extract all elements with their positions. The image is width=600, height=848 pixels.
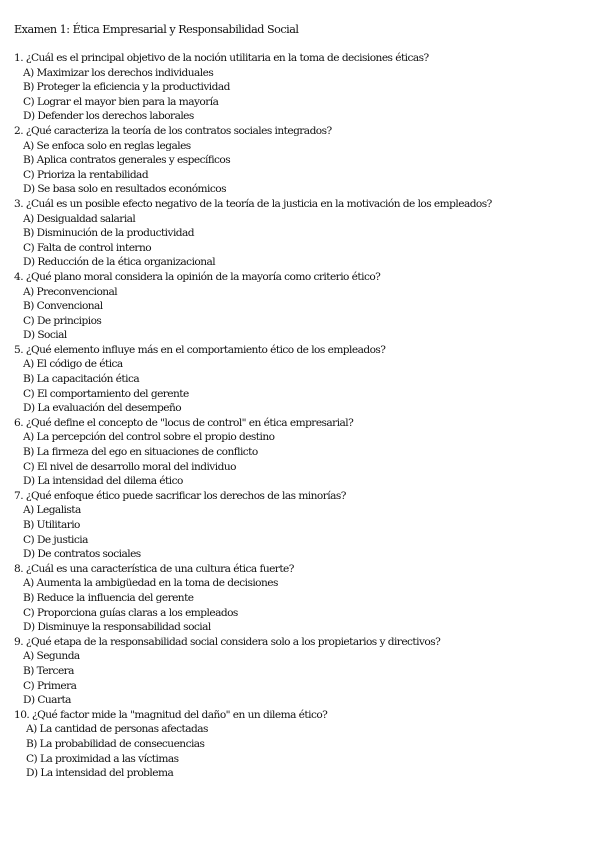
option-a: A) El código de ética: [23, 358, 123, 371]
option-d: D) Disminuye la responsabilidad social: [23, 621, 211, 634]
question-1: [14, 51, 586, 124]
options-list: [14, 722, 586, 780]
question-text: 9. ¿Qué etapa de la responsabilidad social considera solo a los propietarios y directivos?: [14, 635, 441, 648]
question-text: 5. ¿Qué elemento influye más en el comportamiento ético de los empleados?: [14, 343, 386, 356]
option-a: A) Se enfoca solo en reglas legales: [23, 139, 191, 152]
options-list: [14, 503, 586, 561]
option-a: A) Aumenta la ambigüedad en la toma de decisiones: [23, 577, 278, 590]
question-text: 1. ¿Cuál es el principal objetivo de la noción utilitaria en la toma de decisiones éticas?: [14, 52, 429, 64]
option-d: D) La intensidad del problema: [26, 767, 174, 780]
question-text: 8. ¿Cuál es una característica de una cultura ética fuerte?: [14, 562, 294, 575]
option-c: C) El nivel de desarrollo moral del individuo: [23, 460, 236, 473]
option-d: D) Defender los derechos laborales: [23, 110, 194, 123]
option-a: A) La cantidad de personas afectadas: [26, 723, 208, 736]
option-c: C) De justicia: [23, 533, 88, 546]
option-a: A) La percepción del control sobre el propio destino: [23, 431, 275, 444]
exam-document: [14, 22, 586, 781]
option-a: A) Preconvencional: [23, 285, 118, 298]
options-list: [14, 649, 586, 707]
question-3: [14, 197, 586, 270]
option-a: A) Desigualdad salarial: [23, 212, 136, 225]
option-c: C) Falta de control interno: [23, 241, 152, 254]
option-d: D) La intensidad del dilema ético: [23, 475, 183, 488]
option-b: B) Utilitario: [23, 519, 80, 531]
question-8: [14, 562, 586, 635]
option-d: D) De contratos sociales: [23, 548, 141, 561]
question-text: 7. ¿Qué enfoque ético puede sacrificar los derechos de las minorías?: [14, 489, 346, 502]
question-text: 6. ¿Qué define el concepto de "locus de control" en ética empresarial?: [14, 416, 354, 429]
option-b: B) Aplica contratos generales y específicos: [23, 154, 231, 167]
option-b: B) La capacitación ética: [23, 373, 140, 386]
question-text: 10. ¿Qué factor mide la "magnitud del daño" en un dilema ético?: [14, 708, 328, 721]
option-b: B) Tercera: [23, 664, 74, 677]
option-d: D) Reducción de la ética organizacional: [23, 256, 216, 269]
option-b: B) La probabilidad de consecuencias: [26, 737, 205, 750]
option-c: C) La proximidad a las víctimas: [26, 752, 179, 765]
option-c: C) El comportamiento del gerente: [23, 387, 189, 400]
option-c: C) Primera: [23, 679, 77, 692]
option-b: B) Reduce la influencia del gerente: [23, 591, 194, 604]
question-9: [14, 635, 586, 708]
question-6: [14, 416, 586, 489]
option-a: A) Segunda: [23, 650, 80, 663]
option-c: C) Proporciona guías claras a los empleados: [23, 606, 238, 619]
question-4: [14, 270, 586, 343]
option-c: C) Prioriza la rentabilidad: [23, 168, 149, 181]
question-text: 2. ¿Qué caracteriza la teoría de los contratos sociales integrados?: [14, 124, 332, 137]
exam-title: Examen 1: Ética Empresarial y Responsabilidad Social: [14, 23, 299, 36]
option-b: B) Convencional: [23, 300, 103, 313]
option-d: D) Social: [23, 329, 67, 342]
option-d: D) Cuarta: [23, 694, 71, 707]
option-c: C) De principios: [23, 314, 102, 327]
question-10: [14, 708, 586, 781]
option-d: D) La evaluación del desempeño: [23, 402, 182, 415]
option-b: B) Disminución de la productividad: [23, 227, 195, 240]
question-5: [14, 343, 586, 416]
option-d: D) Se basa solo en resultados económicos: [23, 183, 226, 196]
question-text: 3. ¿Cuál es un posible efecto negativo de la teoría de la justicia en la motivación de los empleados?: [14, 197, 492, 210]
question-2: [14, 124, 586, 197]
options-list: [14, 66, 586, 124]
options-list: [14, 212, 586, 270]
option-b: B) La firmeza del ego en situaciones de conflicto: [23, 446, 258, 459]
option-c: C) Lograr el mayor bien para la mayoría: [23, 95, 219, 108]
options-list: [14, 139, 586, 197]
options-list: [14, 430, 586, 488]
question-text: 4. ¿Qué plano moral considera la opinión de la mayoría como criterio ético?: [14, 270, 381, 283]
option-a: A) Maximizar los derechos individuales: [23, 66, 214, 79]
options-list: [14, 285, 586, 343]
option-b: B) Proteger la eficiencia y la productividad: [23, 81, 230, 94]
options-list: [14, 576, 586, 634]
option-a: A) Legalista: [23, 504, 81, 517]
question-7: [14, 489, 586, 562]
options-list: [14, 357, 586, 415]
